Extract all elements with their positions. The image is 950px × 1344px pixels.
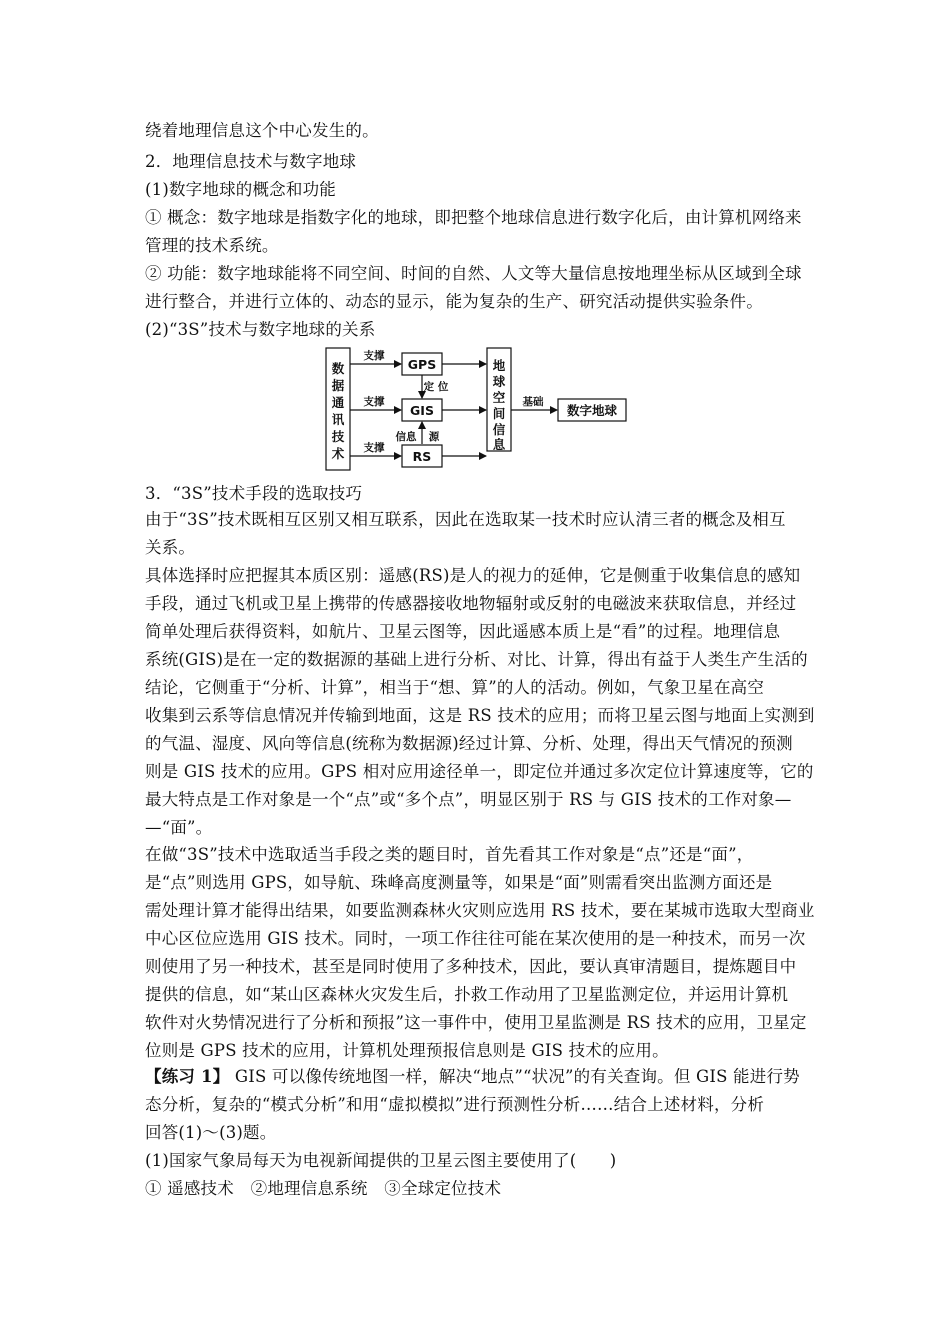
section-heading: 3．“3S”技术手段的选取技巧 bbox=[145, 484, 363, 503]
info-label: 信息 bbox=[395, 431, 417, 443]
text-line: 则使用了另一种技术，甚至是同时使用了多种技术，因此，要认真审清题目，提炼题目中 bbox=[145, 957, 797, 976]
text-line: 提供的信息，如“某山区森林火灾发生后，扑救工作动用了卫星监测定位，并运用计算机 bbox=[145, 985, 789, 1004]
right-box-label: 地球空间信息 bbox=[492, 358, 506, 452]
text-line: 简单处理后获得资料，如航片、卫星云图等，因此遥感本质上是“看”的过程。地理信息 bbox=[145, 622, 781, 641]
support-label: 支撑 bbox=[363, 442, 385, 454]
text-line: 管理的技术系统。 bbox=[145, 236, 279, 255]
text-line: 具体选择时应把握其本质区别：遥感(RS)是人的视力的延伸，它是侧重于收集信息的感知 bbox=[145, 566, 801, 585]
text-line: 进行整合，并进行立体的、动态的显示，能为复杂的生产、研究活动提供实验条件。 bbox=[145, 292, 763, 311]
gis-label: GIS bbox=[410, 403, 434, 418]
text-line: 软件对火势情况进行了分析和预报”这一事件中，使用卫星监测是 RS 技术的应用，卫星定 bbox=[145, 1013, 807, 1032]
answer-options: ① 遥感技术 ②地理信息系统 ③全球定位技术 bbox=[145, 1179, 502, 1198]
question: (1)国家气象局每天为电视新闻提供的卫星云图主要使用了( ) bbox=[145, 1151, 617, 1170]
left-box-label: 数据通讯技术 bbox=[331, 361, 345, 461]
text-line: 是“点”则选用 GPS，如导航、珠峰高度测量等，如果是“面”则需看突出监测方面还是 bbox=[145, 873, 773, 892]
text-line: 中心区位应选用 GIS 技术。同时，一项工作往往可能在某次使用的是一种技术，而另一次 bbox=[145, 929, 806, 948]
text-line: 系统(GIS)是在一定的数据源的基础上进行分析、对比、计算，得出有益于人类生产生活的 bbox=[145, 650, 808, 669]
support-label: 支撑 bbox=[363, 396, 385, 408]
section-heading: 2．地理信息技术与数字地球 bbox=[145, 152, 357, 171]
3s-relationship-diagram bbox=[322, 346, 632, 472]
digital-earth-label: 数字地球 bbox=[566, 403, 618, 418]
exercise-tag: 【练习 1】 bbox=[145, 1067, 230, 1086]
rs-label: RS bbox=[412, 449, 432, 464]
exercise-text: GIS 可以像传统地图一样，解决“地点”“状况”的有关查询。但 GIS 能进行势 bbox=[229, 1067, 800, 1086]
support-label: 支撑 bbox=[363, 350, 385, 362]
text-line: 需处理计算才能得出结果，如要监测森林火灾则应选用 RS 技术，要在某城市选取大型商业 bbox=[145, 901, 815, 920]
text-line: 手段，通过飞机或卫星上携带的传感器接收地物辐射或反射的电磁波来获取信息，并经过 bbox=[145, 594, 797, 613]
text-line: ① 概念：数字地球是指数字化的地球，即把整个地球信息进行数字化后，由计算机网络来 bbox=[145, 208, 802, 227]
text-line: 由于“3S”技术既相互区别又相互联系，因此在选取某一技术时应认清三者的概念及相互 bbox=[145, 510, 786, 529]
text-line: —“面”。 bbox=[145, 818, 213, 837]
text-line: 绕着地理信息这个中心发生的。 bbox=[145, 121, 379, 140]
subsection-heading: (2)“3S”技术与数字地球的关系 bbox=[145, 320, 376, 339]
text-line: 关系。 bbox=[145, 538, 196, 557]
text-line: 最大特点是工作对象是一个“点”或“多个点”，明显区别于 RS 与 GIS 技术的工作对象— bbox=[145, 790, 792, 809]
text-line: 位则是 GPS 技术的应用，计算机处理预报信息则是 GIS 技术的应用。 bbox=[145, 1041, 669, 1060]
text-line: ② 功能：数字地球能将不同空间、时间的自然、人文等大量信息按地理坐标从区域到全球 bbox=[145, 264, 802, 283]
text-line: 收集到云系等信息情况并传输到地面，这是 RS 技术的应用；而将卫星云图与地面上实测到 bbox=[145, 706, 815, 725]
subsection-heading: (1)数字地球的概念和功能 bbox=[145, 180, 336, 199]
source-label: 源 bbox=[428, 431, 440, 443]
gps-label: GPS bbox=[407, 357, 437, 372]
basis-label: 基础 bbox=[522, 396, 544, 408]
text-line: 态分析，复杂的“模式分析”和用“虚拟模拟”进行预测性分析……结合上述材料，分析 bbox=[145, 1095, 765, 1114]
text-line: 则是 GIS 技术的应用。GPS 相对应用途径单一，即定位并通过多次定位计算速度等，它的 bbox=[145, 762, 814, 781]
position-label: 定 位 bbox=[423, 381, 449, 393]
exercise-line bbox=[145, 1067, 800, 1087]
text-line: 结论，它侧重于“分析、计算”，相当于“想、算”的人的活动。例如，气象卫星在高空 bbox=[145, 678, 765, 697]
text-line: 回答(1)～(3)题。 bbox=[145, 1123, 277, 1142]
text-line: 的气温、湿度、风向等信息(统称为数据源)经过计算、分析、处理，得出天气情况的预测 bbox=[145, 734, 793, 753]
text-line: 在做“3S”技术中选取适当手段之类的题目时，首先看其工作对象是“点”还是“面”， bbox=[145, 845, 754, 864]
